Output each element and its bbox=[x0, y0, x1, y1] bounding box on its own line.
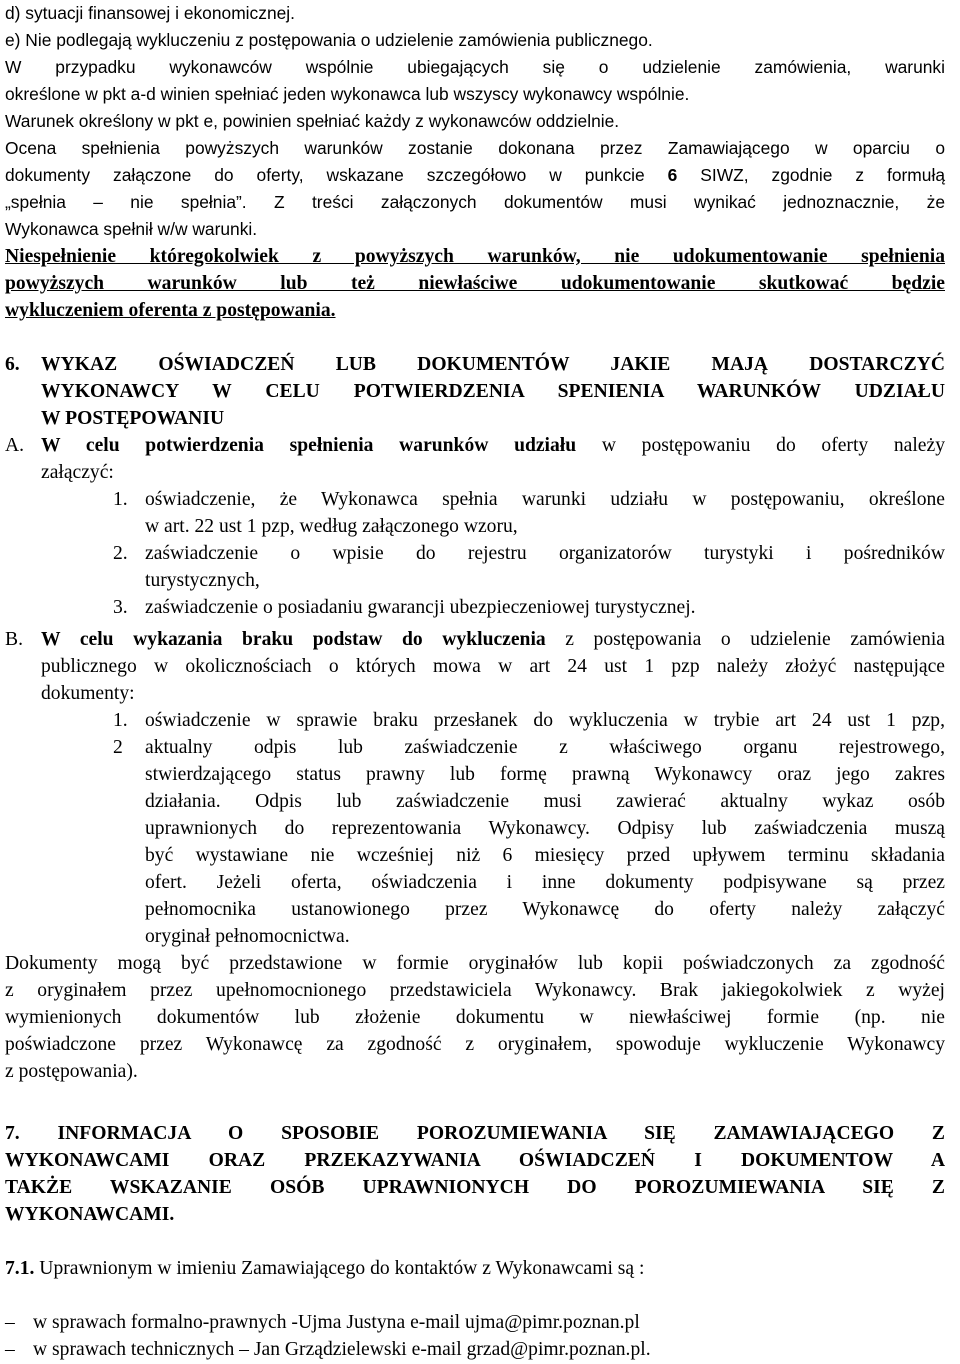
documents-line: wymienionych dokumentów lub złożenie dokumentu w niewłaściwej formie (np. nie bbox=[5, 1007, 945, 1028]
b-item-2-line: być wystawiane nie wcześniej niż 6 miesięcy przed upływem terminu składania bbox=[145, 845, 945, 866]
section-b-heading: W celu wykazania braku podstaw do wykluczenia bbox=[41, 629, 546, 650]
b-list-item-2-number: 2 bbox=[113, 737, 123, 758]
a-list-item-cont: turystycznych, bbox=[145, 570, 260, 591]
contact-dash: – bbox=[5, 1312, 15, 1333]
warning-line-2: powyższych warunków lub też niewłaściwe udokumentowanie skutkować będzie bbox=[5, 273, 945, 294]
section-b-line-3: dokumenty: bbox=[41, 683, 135, 704]
b-item-2-line: stwierdzającego status prawny lub formę prawną Wykonawcy oraz jego zakres bbox=[145, 764, 945, 785]
documents-line: Dokumenty mogą być przedstawione w formie oryginałów lub kopii poświadczonych za zgodność bbox=[5, 953, 945, 974]
list-number: 2. bbox=[113, 543, 128, 564]
a-list-item-cont: w art. 22 ust 1 pzp, według załączonego wzoru, bbox=[145, 516, 518, 537]
ocena-point-number: 6 bbox=[667, 165, 678, 185]
b-item-2-line: pełnomocnika ustanowionego przez Wykonawcę do oferty należy załączyć bbox=[145, 899, 945, 920]
ocena-line-2 bbox=[5, 162, 945, 189]
b-item-2-line: ofert. Jeżeli oferta, oświadczenia i inne dokumenty podpisywane są przez bbox=[145, 872, 945, 893]
section-7-title-line-2: WYKONAWCAMI ORAZ PRZEKAZYWANIA OŚWIADCZEŃ I DOKUMENTOW A bbox=[5, 1150, 945, 1171]
contact-dash: – bbox=[5, 1339, 15, 1360]
section-a-line-2: załączyć: bbox=[41, 462, 114, 483]
ocena-line-3: „spełnia – nie spełnia”. Z treści załączonych dokumentów musi wynikać jednoznacznie, że bbox=[5, 192, 945, 212]
section-6-title-line-2: WYKONAWCY W CELU POTWIERDZENIA SPENIENIA WARUNKÓW UDZIAŁU bbox=[41, 381, 945, 402]
documents-line: poświadczone przez Wykonawcę za zgodność z oryginałem, spowoduje wykluczenie Wykonawcy bbox=[5, 1034, 945, 1055]
section-a-heading: W celu potwierdzenia spełnienia warunków udziału bbox=[41, 435, 577, 456]
list-number: 1. bbox=[113, 489, 128, 510]
subsection-number: 7.1. bbox=[5, 1258, 35, 1279]
contact-formal: w sprawach formalno-prawnych -Ujma Justyna e-mail ujma@pimr.poznan.pl bbox=[33, 1312, 640, 1333]
item-e: e) Nie podlegają wykluczeniu z postępowania o udzielenie zamówienia publicznego. bbox=[5, 30, 653, 50]
joint-line-2: określone w pkt a-d winien spełniać jeden wykonawca lub wszyscy wykonawcy wspólnie. bbox=[5, 84, 690, 104]
documents-line: z oryginałem przez upełnomocnionego przedstawiciela Wykonawcy. Brak jakiegokolwiek z wyżej bbox=[5, 980, 945, 1001]
section-6-number: 6. bbox=[5, 354, 20, 375]
section-a-label: A. bbox=[5, 435, 25, 456]
section-b-text: z postępowania o udzielenie zamówienia bbox=[545, 629, 945, 650]
b-item-2-line: działania. Odpis lub zaświadczenie musi zawierać aktualny wykaz osób bbox=[145, 791, 945, 812]
contact-technical: w sprawach technicznych – Jan Grządzielewski e-mail grzad@pimr.poznan.pl. bbox=[33, 1339, 651, 1360]
section-a-line-1 bbox=[41, 432, 945, 459]
list-text: zaświadczenie o wpisie do rejestru organizatorów turystyki i pośredników bbox=[145, 543, 945, 564]
joint-line-1: W przypadku wykonawców wspólnie ubiegających się o udzielenie zamówienia, warunki bbox=[5, 57, 945, 77]
item-d: d) sytuacji finansowej i ekonomicznej. bbox=[5, 3, 295, 23]
list-number: 1. bbox=[113, 710, 128, 731]
b-item-2-line: uprawnionych do reprezentowania Wykonawcy. Odpisy lub zaświadczenia muszą bbox=[145, 818, 945, 839]
section-b-line-2: publicznego w okolicznościach o których mowa w art 24 ust 1 pzp należy złożyć następujące bbox=[41, 656, 945, 677]
warning-line-3: wykluczeniem oferenta z postępowania. bbox=[5, 300, 336, 321]
ocena-line-1: Ocena spełnienia powyższych warunków zostanie dokonana przez Zamawiającego w oparciu o bbox=[5, 138, 945, 158]
section-7-1 bbox=[5, 1255, 945, 1282]
section-b-label: B. bbox=[5, 629, 23, 650]
b-item-2-line: oryginał pełnomocnictwa. bbox=[145, 926, 350, 947]
section-6-title-line-3: W POSTĘPOWANIU bbox=[41, 408, 225, 429]
section-7-title-line-1: 7. INFORMACJA O SPOSOBIE POROZUMIEWANIA SIĘ ZAMAWIAJĄCEGO Z bbox=[5, 1123, 945, 1144]
list-text: oświadczenie w sprawie braku przesłanek do wykluczenia w trybie art 24 ust 1 pzp, bbox=[145, 710, 945, 731]
list-text: zaświadczenie o posiadaniu gwarancji ubezpieczeniowej turystycznej. bbox=[145, 597, 696, 618]
section-a-text: w postępowaniu do oferty należy bbox=[576, 435, 945, 456]
section-6-title-line-1: WYKAZ OŚWIADCZEŃ LUB DOKUMENTÓW JAKIE MAJĄ DOSTARCZYĆ bbox=[41, 354, 945, 375]
joint-line-3: Warunek określony w pkt e, powinien spełniać każdy z wykonawców oddzielnie. bbox=[5, 111, 620, 131]
section-7-title-line-4: WYKONAWCAMI. bbox=[5, 1204, 175, 1225]
subsection-text: Uprawnionym w imieniu Zamawiającego do kontaktów z Wykonawcami są : bbox=[34, 1258, 645, 1279]
ocena-line-4: Wykonawca spełnił w/w warunki. bbox=[5, 219, 258, 239]
section-7-title-line-3: TAKŻE WSKAZANIE OSÓB UPRAWNIONYCH DO POROZUMIEWANIA SIĘ Z bbox=[5, 1177, 945, 1198]
list-text: oświadczenie, że Wykonawca spełnia warunki udziału w postępowaniu, określone bbox=[145, 489, 945, 510]
b-item-2-line: aktualny odpis lub zaświadczenie z właściwego organu rejestrowego, bbox=[145, 737, 945, 758]
documents-line: z postępowania). bbox=[5, 1061, 138, 1082]
ocena-text: dokumenty załączone do oferty, wskazane szczegółowo w punkcie bbox=[5, 165, 668, 185]
ocena-text-end: SIWZ, zgodnie z formułą bbox=[677, 165, 945, 185]
list-number: 3. bbox=[113, 597, 128, 618]
warning-line-1: Niespełnienie któregokolwiek z powyższych warunków, nie udokumentowanie spełnienia bbox=[5, 246, 945, 267]
section-b-line-1 bbox=[41, 626, 945, 653]
